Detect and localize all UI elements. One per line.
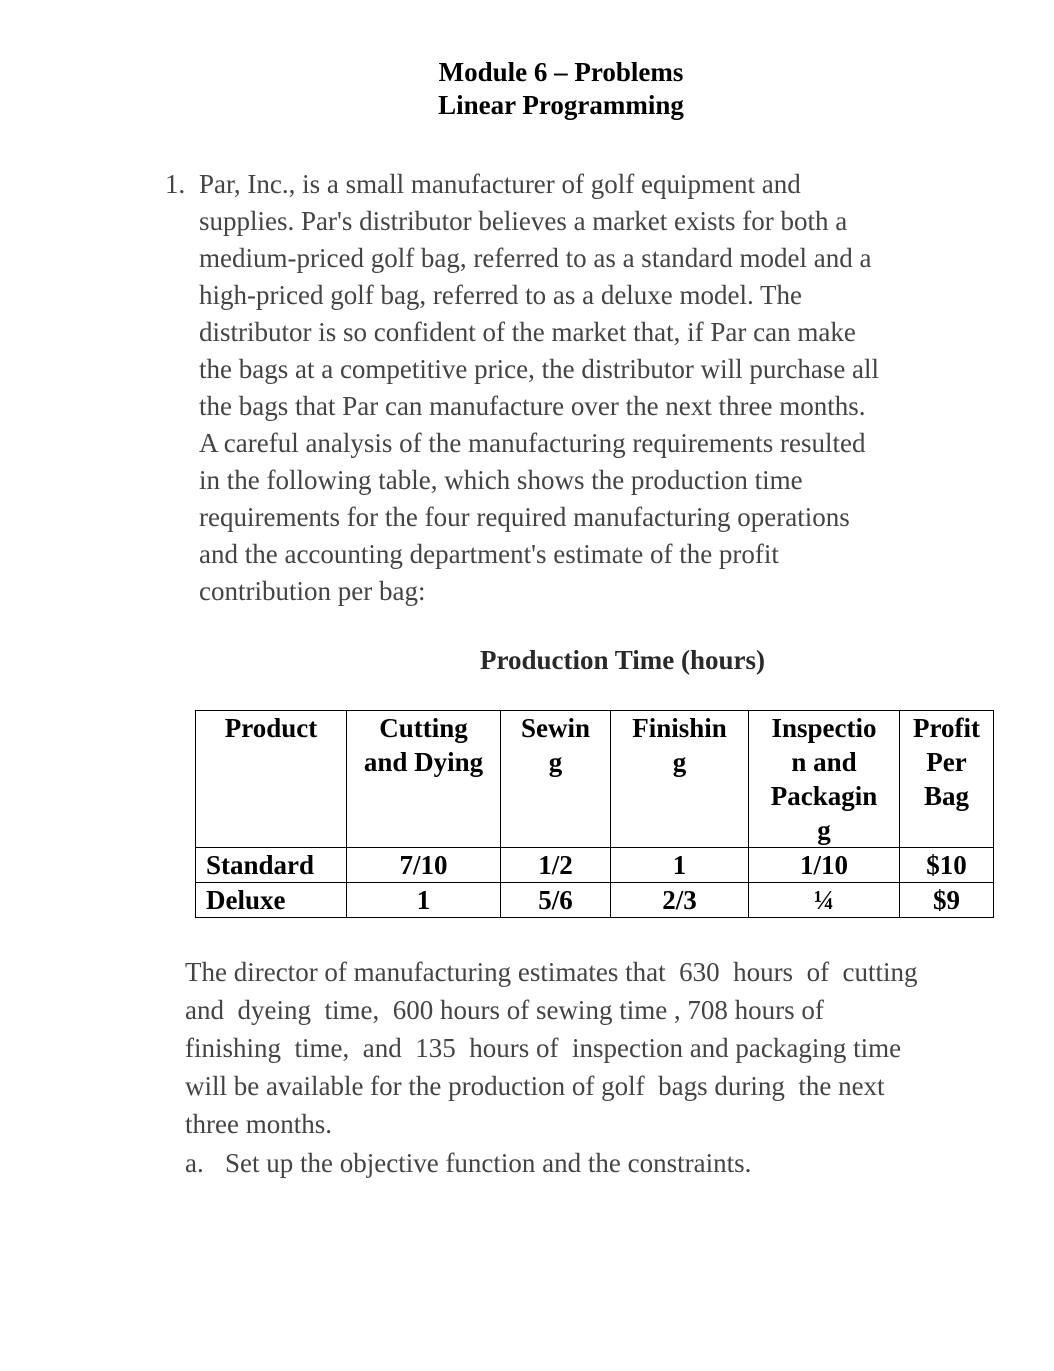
table-row-standard	[196, 848, 994, 883]
problem-line: the bags at a competitive price, the distributor will purchase all	[199, 354, 880, 384]
problem-line: contribution per bag:	[199, 576, 426, 606]
problem-line: A careful analysis of the manufacturing requirements resulted	[199, 428, 866, 458]
problem-number: 1.	[165, 169, 186, 199]
header-line: g	[817, 815, 831, 845]
page-title-line1: Module 6 – Problems	[438, 57, 684, 87]
table-cell: 1	[611, 848, 749, 883]
table-cell: ¼	[749, 883, 900, 918]
table-cell: $9	[900, 883, 994, 918]
problem-line: requirements for the four required manufacturing operations	[199, 502, 850, 532]
table-cell: $10	[900, 848, 994, 883]
header-line: Inspectio	[771, 713, 877, 743]
table-cell: 1/10	[749, 848, 900, 883]
paragraph-line: The director of manufacturing estimates that 630 hours of cutting	[185, 957, 918, 987]
problem-line: Par, Inc., is a small manufacturer of golf equipment and	[199, 169, 801, 199]
problem-line: in the following table, which shows the production time	[199, 465, 803, 495]
header-line: g	[672, 747, 687, 777]
table-cell: 2/3	[611, 883, 749, 918]
table-row-deluxe	[196, 883, 994, 918]
header-profit-per-bag	[900, 711, 994, 848]
problem-line: the bags that Par can manufacture over the next three months.	[199, 391, 866, 421]
header-line: Packagin	[770, 781, 878, 811]
paragraph-line: three months.	[185, 1109, 332, 1139]
problem-line: high-priced golf bag, referred to as a deluxe model. The	[199, 280, 803, 310]
subquestion-a	[185, 1144, 751, 1182]
header-line: Product	[224, 713, 318, 743]
table-cell: 1	[347, 883, 501, 918]
header-line: g	[548, 747, 563, 777]
paragraph-line: will be available for the production of golf bags during the next	[185, 1071, 885, 1101]
header-inspection-packaging	[749, 711, 900, 848]
header-line: and Dying	[363, 747, 484, 777]
problem-line: supplies. Par's distributor believes a market exists for both a	[199, 206, 848, 236]
table-cell: Deluxe	[196, 883, 347, 918]
availability-paragraph	[185, 953, 1005, 1143]
header-line: Finishin	[632, 713, 727, 743]
header-cutting-dying	[347, 711, 501, 848]
header-line: Cutting	[379, 713, 468, 743]
table-caption: Production Time (hours)	[479, 645, 766, 675]
table-cell: 5/6	[501, 883, 611, 918]
subquestion-text: Set up the objective function and the constraints.	[225, 1148, 752, 1178]
paragraph-line: finishing time, and 135 hours of inspection and packaging time	[185, 1033, 902, 1063]
subquestion-label: a.	[185, 1148, 204, 1178]
page-title-line2: Linear Programming	[438, 90, 684, 120]
problem-line: and the accounting department's estimate of the profit	[199, 539, 779, 569]
header-line: Bag	[923, 781, 969, 811]
problem-line: medium-priced golf bag, referred to as a standard model and a	[199, 243, 872, 273]
problem-text	[199, 166, 989, 610]
header-product	[196, 711, 347, 848]
production-time-table	[195, 710, 994, 918]
table-cell: Standard	[196, 848, 347, 883]
header-line: Per	[926, 747, 967, 777]
header-finishing	[611, 711, 749, 848]
header-line: Sewin	[520, 713, 591, 743]
header-line: n and	[791, 747, 857, 777]
table-cell: 7/10	[347, 848, 501, 883]
table-header-row	[196, 711, 994, 848]
table-cell: 1/2	[501, 848, 611, 883]
header-line: Profit	[913, 713, 980, 743]
paragraph-line: and dyeing time, 600 hours of sewing time , 708 hours of	[185, 995, 824, 1025]
problem-line: distributor is so confident of the market that, if Par can make	[199, 317, 856, 347]
header-sewing	[501, 711, 611, 848]
